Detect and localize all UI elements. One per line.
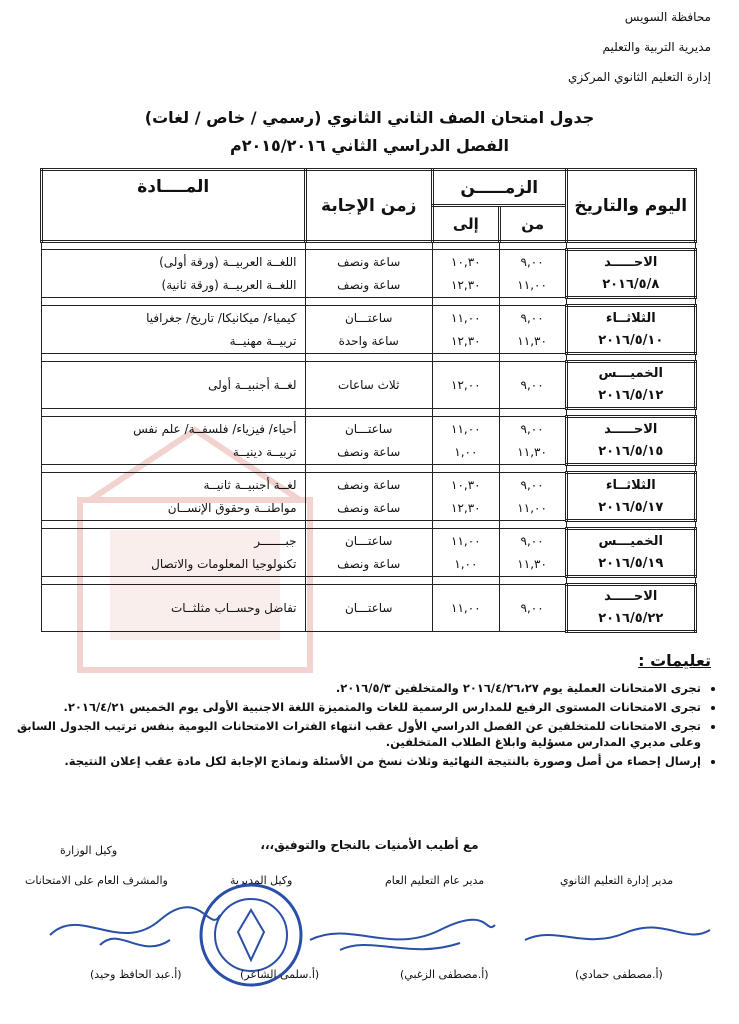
- day-date-cell: [566, 473, 696, 521]
- header-to: إلى: [432, 206, 499, 242]
- header-from: من: [499, 206, 566, 242]
- subject-name: تفاضل وحســاب مثلثــات: [42, 585, 306, 632]
- answer-duration: ساعة ونصف: [305, 274, 432, 298]
- time-to: ١٠,٣٠: [432, 250, 499, 274]
- governorate-name: محافظة السويس: [624, 10, 711, 24]
- sig-name-3: (أ.مصطفى الزغبي): [400, 968, 489, 981]
- header-time: الزمـــــن: [432, 170, 566, 206]
- spacer-row: [42, 298, 696, 306]
- answer-duration: ساعتـــان: [305, 306, 432, 330]
- directorate-name: مديرية التربية والتعليم: [602, 40, 711, 54]
- sig-secondary-director: مدير إدارة التعليم الثانوي: [560, 874, 674, 887]
- sig-directorate-deputy: وكيل المديرية: [230, 874, 293, 887]
- header-day-date: اليوم والتاريخ: [566, 170, 696, 242]
- day-name: الاحـــــد: [604, 589, 658, 604]
- time-from: ٩,٠٠: [499, 306, 566, 330]
- subject-name: تربيــة دينيــة: [42, 441, 306, 465]
- time-to: ١١,٠٠: [432, 417, 499, 441]
- note-item: • تجرى الامتحانات العملية يوم ٢٠١٦/٤/٢٦،٢٧ والمتخلفين ٢٠١٦/٥/٣.: [11, 680, 701, 696]
- time-to: ١٢,٣٠: [432, 274, 499, 298]
- page-subtitle: الفصل الدراسي الثاني ٢٠١٥/٢٠١٦م: [229, 136, 510, 155]
- table-row: [42, 362, 696, 409]
- time-from: ٩,٠٠: [499, 473, 566, 497]
- subject-name: تربيــة مهنيــة: [42, 330, 306, 354]
- exam-date: ٢٠١٦/٥/٢٢: [598, 611, 664, 626]
- exam-date: ٢٠١٦/٥/١٢: [598, 388, 664, 403]
- subject-name: جبـــــــر: [42, 529, 306, 553]
- time-from: ١١,٠٠: [499, 497, 566, 521]
- sig-name-1: (أ.عبد الحافظ وحيد): [90, 968, 182, 981]
- day-name: الثلاثــاء: [605, 310, 656, 326]
- table-row: [42, 529, 696, 553]
- note-item: • تجرى الامتحانات للمتخلفين عن الفصل الدراسي الأول عقب انتهاء الفترات الامتحانات اليومية بنفس ترتيب الجدول السابق وعلى مديري المدارس مسؤلية وابلاغ الطلاب المتخلفين.: [11, 718, 701, 750]
- exam-date: ٢٠١٦/٥/١٩: [598, 555, 664, 571]
- spacer-row: [42, 521, 696, 529]
- spacer-row: [42, 242, 696, 250]
- handwritten-signature: [300, 905, 500, 965]
- administration-name: إدارة التعليم الثانوي المركزي: [568, 70, 711, 84]
- answer-duration: ساعة ونصف: [305, 553, 432, 577]
- exam-date: ٢٠١٦/٥/١٥: [598, 443, 664, 459]
- answer-duration: ساعة ونصف: [305, 497, 432, 521]
- time-from: ١١,٣٠: [499, 330, 566, 354]
- time-to: ١١,٠٠: [432, 529, 499, 553]
- sig-ministry-deputy: وكيل الوزارة: [60, 844, 118, 857]
- table-row: [42, 473, 696, 497]
- time-from: ٩,٠٠: [499, 362, 566, 409]
- table-row: [42, 585, 696, 632]
- spacer-row: [42, 354, 696, 362]
- time-from: ٩,٠٠: [499, 250, 566, 274]
- time-to: ١,٠٠: [432, 441, 499, 465]
- exam-date: ٢٠١٦/٥/٨: [602, 276, 660, 292]
- day-name: الاحـــــد: [604, 421, 658, 437]
- day-date-cell: [566, 306, 696, 354]
- answer-duration: ساعة ونصف: [305, 473, 432, 497]
- exam-date: ٢٠١٦/٥/١٧: [598, 499, 664, 515]
- subject-name: كيمياء/ ميكانيكا/ تاريخ/ جغرافيا: [42, 306, 306, 330]
- time-from: ٩,٠٠: [499, 417, 566, 441]
- handwritten-signature: [40, 895, 230, 965]
- subject-name: اللغــة العربيــة (ورقة أولى): [42, 250, 306, 274]
- spacer-row: [42, 409, 696, 417]
- subject-name: تكنولوجيا المعلومات والاتصال: [42, 553, 306, 577]
- subject-name: أحياء/ فيزياء/ فلسفــة/ علم نفس: [42, 417, 306, 441]
- closing-line: مع أطيب الأمنيات بالنجاح والتوفيق،،،: [260, 838, 479, 852]
- answer-duration: ساعتـــان: [305, 585, 432, 632]
- note-item: • إرسال إحصاء من أصل وصورة بالنتيجة النهائية وثلاث نسخ من الأسئلة ونماذج الإجابة لكل مادة عقب إعلان النتيجة.: [11, 753, 701, 769]
- table-row: [42, 250, 696, 274]
- sig-name-2: (أ.سلمى الشاعر): [240, 968, 320, 981]
- time-to: ١١,٠٠: [432, 585, 499, 632]
- page-title: جدول امتحان الصف الثاني الثانوي (رسمي / خاص / لغات): [144, 108, 595, 127]
- subject-name: اللغــة العربيــة (ورقة ثانية): [42, 274, 306, 298]
- answer-duration: ساعتـــان: [305, 529, 432, 553]
- time-to: ١,٠٠: [432, 553, 499, 577]
- day-date-cell: [566, 417, 696, 465]
- time-to: ١٢,٣٠: [432, 330, 499, 354]
- time-from: ١١,٣٠: [499, 553, 566, 577]
- day-name: الخميـــس: [598, 533, 663, 549]
- sig-name-4: (أ.مصطفى حمادي): [575, 968, 663, 981]
- subject-name: لغــة أجنبيــة أولى: [42, 362, 306, 409]
- exam-schedule-table: [40, 168, 697, 633]
- time-to: ١٠,٣٠: [432, 473, 499, 497]
- answer-duration: ساعتـــان: [305, 417, 432, 441]
- time-to: ١١,٠٠: [432, 306, 499, 330]
- day-date-cell: [566, 585, 696, 632]
- spacer-row: [42, 577, 696, 585]
- header-duration: زمن الإجابة: [305, 170, 432, 242]
- day-name: الثلاثــاء: [605, 477, 656, 493]
- exam-date: ٢٠١٦/٥/١٠: [598, 332, 664, 348]
- time-to: ١٢,٣٠: [432, 497, 499, 521]
- day-date-cell: [566, 529, 696, 577]
- answer-duration: ساعة ونصف: [305, 441, 432, 465]
- answer-duration: ثلاث ساعات: [305, 362, 432, 409]
- spacer-row: [42, 465, 696, 473]
- time-from: ٩,٠٠: [499, 585, 566, 632]
- day-date-cell: [566, 250, 696, 298]
- notes-list: [11, 680, 719, 772]
- notes-heading: تعليمات :: [638, 651, 711, 670]
- header-subject: المــــادة: [42, 170, 306, 242]
- day-name: الخميـــس: [598, 366, 663, 381]
- answer-duration: ساعة ونصف: [305, 250, 432, 274]
- note-item: • تجرى الامتحانات المستوى الرفيع للمدارس الرسمية للغات والمتميزة اللغة الاجنبية الأولى يوم الخميس ٢٠١٦/٤/٢١.: [11, 699, 701, 715]
- subject-name: مواطنــة وحقوق الإنســان: [42, 497, 306, 521]
- answer-duration: ساعة واحدة: [305, 330, 432, 354]
- subject-name: لغــة أجنبيــة ثانيــة: [42, 473, 306, 497]
- day-name: الاحـــــد: [604, 254, 658, 270]
- time-from: ٩,٠٠: [499, 529, 566, 553]
- time-to: ١٢,٠٠: [432, 362, 499, 409]
- time-from: ١١,٠٠: [499, 274, 566, 298]
- time-from: ١١,٣٠: [499, 441, 566, 465]
- sig-exams-supervisor: والمشرف العام على الامتحانات: [25, 874, 168, 887]
- handwritten-signature: [515, 915, 715, 955]
- table-row: [42, 417, 696, 441]
- day-date-cell: [566, 362, 696, 409]
- table-row: [42, 306, 696, 330]
- sig-general-director: مدير عام التعليم العام: [385, 874, 485, 887]
